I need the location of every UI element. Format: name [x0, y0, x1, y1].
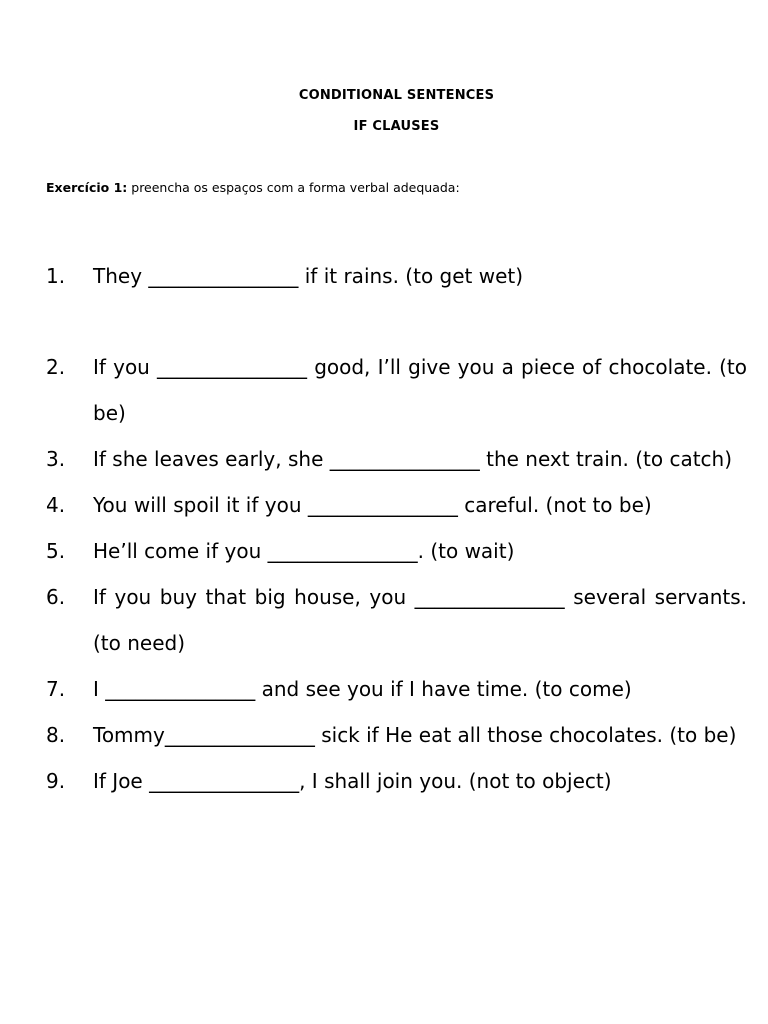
exercise-number: 1. [46, 264, 66, 288]
exercise-item-3 [46, 436, 747, 482]
exercise-text: If Joe _______________, I shall join you. (not to object) [93, 769, 612, 793]
instruction-text: preencha os espaços com a forma verbal adequada: [127, 180, 460, 195]
exercise-text: If you buy that big house, you _______________ several servants. (to need) [93, 585, 747, 655]
exercise-item-1 [46, 253, 747, 299]
exercise-item-7 [46, 666, 747, 712]
exercise-instruction [46, 180, 460, 195]
exercise-item-2 [46, 344, 747, 436]
exercise-text: I _______________ and see you if I have time. (to come) [93, 677, 632, 701]
exercise-text: If you _______________ good, I’ll give you a piece of chocolate. (to be) [93, 355, 747, 425]
exercise-item-4 [46, 482, 747, 528]
exercise-item-8 [46, 712, 747, 758]
exercise-text: If she leaves early, she _______________ the next train. (to catch) [93, 447, 733, 471]
page-subtitle: IF CLAUSES [353, 119, 440, 134]
exercise-number: 5. [46, 539, 66, 563]
exercise-number: 3. [46, 447, 66, 471]
exercise-text: You will spoil it if you _______________ careful. (not to be) [93, 493, 652, 517]
exercise-item-5 [46, 528, 747, 574]
exercise-label: Exercício 1: [46, 180, 128, 195]
page-title: CONDITIONAL SENTENCES [298, 88, 495, 103]
exercise-text: Tommy_______________ sick if He eat all those chocolates. (to be) [93, 723, 737, 747]
exercise-number: 9. [46, 769, 66, 793]
exercise-number: 7. [46, 677, 66, 701]
exercise-number: 4. [46, 493, 66, 517]
exercise-number: 6. [46, 585, 66, 609]
exercise-item-6 [46, 574, 747, 666]
exercise-text: He’ll come if you _______________. (to wait) [93, 539, 515, 563]
exercise-number: 8. [46, 723, 66, 747]
exercise-item-9 [46, 758, 747, 804]
exercise-list [46, 253, 747, 804]
exercise-number: 2. [46, 355, 66, 379]
exercise-text: They _______________ if it rains. (to get wet) [93, 264, 524, 288]
